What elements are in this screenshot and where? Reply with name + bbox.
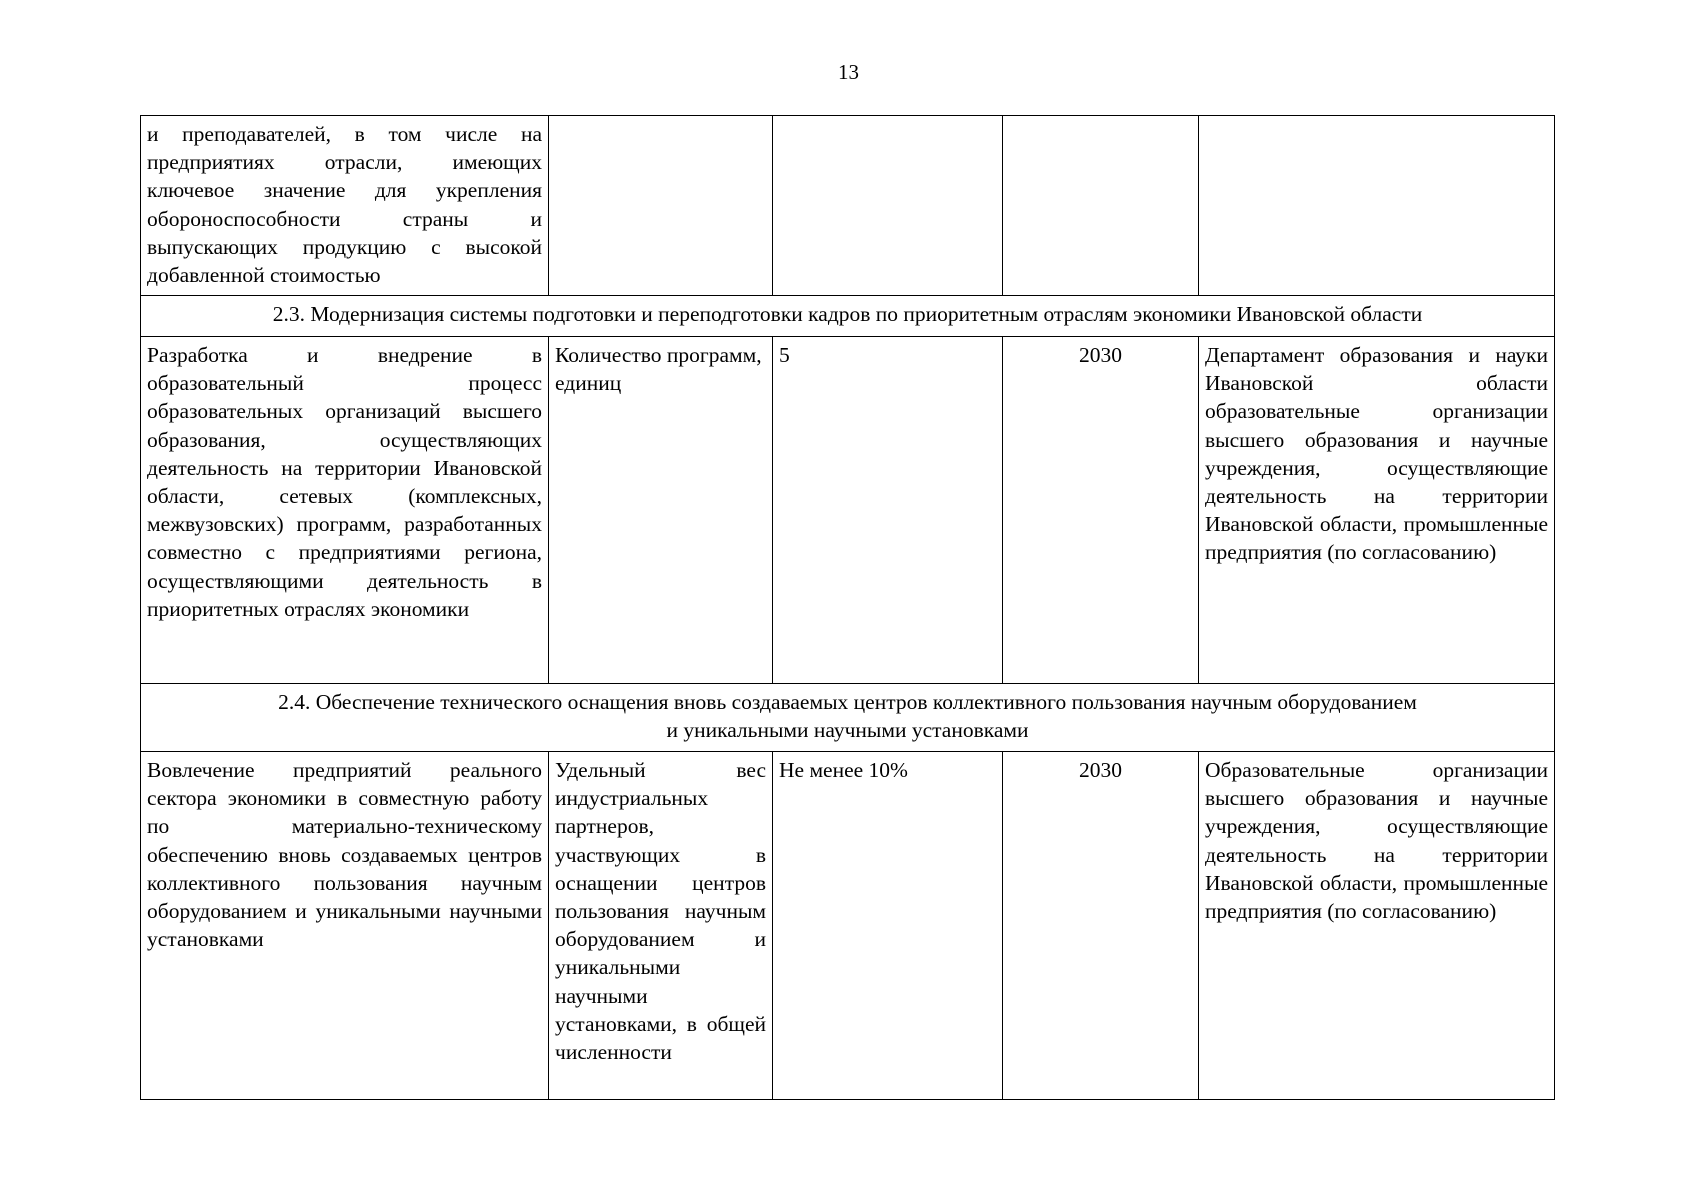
section-row: [141, 296, 1555, 337]
measure-cell: Разработка и внедрение в образовательный процесс образовательных организаций высшего образования, осуществляющих деятельность на территории Ивановской области, сетевых (комплексных, межвузовских) программ, разработанных совместно с предприятиями региона, осуществляющими деятельность в приоритетных отраслях экономики: [141, 337, 549, 684]
responsible-cell: Образовательные организации высшего образования и научные учреждения, осуществляющие деятельность на территории Ивановской области, промышленные предприятия (по согласованию): [1199, 752, 1555, 1100]
indicator-cell: Удельный вес индустриальных партнеров, участвующих в оснащении центров пользования научным оборудованием и уникальными научными установками, в общей численности: [549, 752, 773, 1100]
section-title: 2.4. Обеспечение технического оснащения вновь создаваемых центров коллективного пользования научным оборудованием и уникальными научными установками: [141, 684, 1555, 752]
responsible-cell: Департамент образования и науки Ивановской области образовательные организации высшего образования и научные учреждения, осуществляющие деятельность на территории Ивановской области, промышленные предприятия (по согласованию): [1199, 337, 1555, 684]
table-row: [141, 337, 1555, 684]
value-cell: Не менее 10%: [773, 752, 1003, 1100]
value-cell: 5: [773, 337, 1003, 684]
section-title: 2.3. Модернизация системы подготовки и переподготовки кадров по приоритетным отраслям экономики Ивановской области: [141, 296, 1555, 337]
responsible-cell: [1199, 116, 1555, 296]
table-row: [141, 752, 1555, 1100]
value-cell: [773, 116, 1003, 296]
measures-table: [140, 115, 1555, 1100]
measure-cell: Вовлечение предприятий реального сектора экономики в совместную работу по материально-техническому обеспечению вновь создаваемых центров коллективного пользования научным оборудованием и уникальными научными установками: [141, 752, 549, 1100]
year-cell: [1003, 116, 1199, 296]
year-cell: 2030: [1003, 337, 1199, 684]
year-cell: 2030: [1003, 752, 1199, 1100]
section-row: [141, 684, 1555, 752]
table-row: [141, 116, 1555, 296]
measure-cell: и преподавателей, в том числе на предприятиях отрасли, имеющих ключевое значение для укрепления обороноспособности страны и выпускающих продукцию с высокой добавленной стоимостью: [141, 116, 549, 296]
indicator-cell: Количество программ, единиц: [549, 337, 773, 684]
page-number: 13: [838, 60, 859, 84]
indicator-cell: [549, 116, 773, 296]
